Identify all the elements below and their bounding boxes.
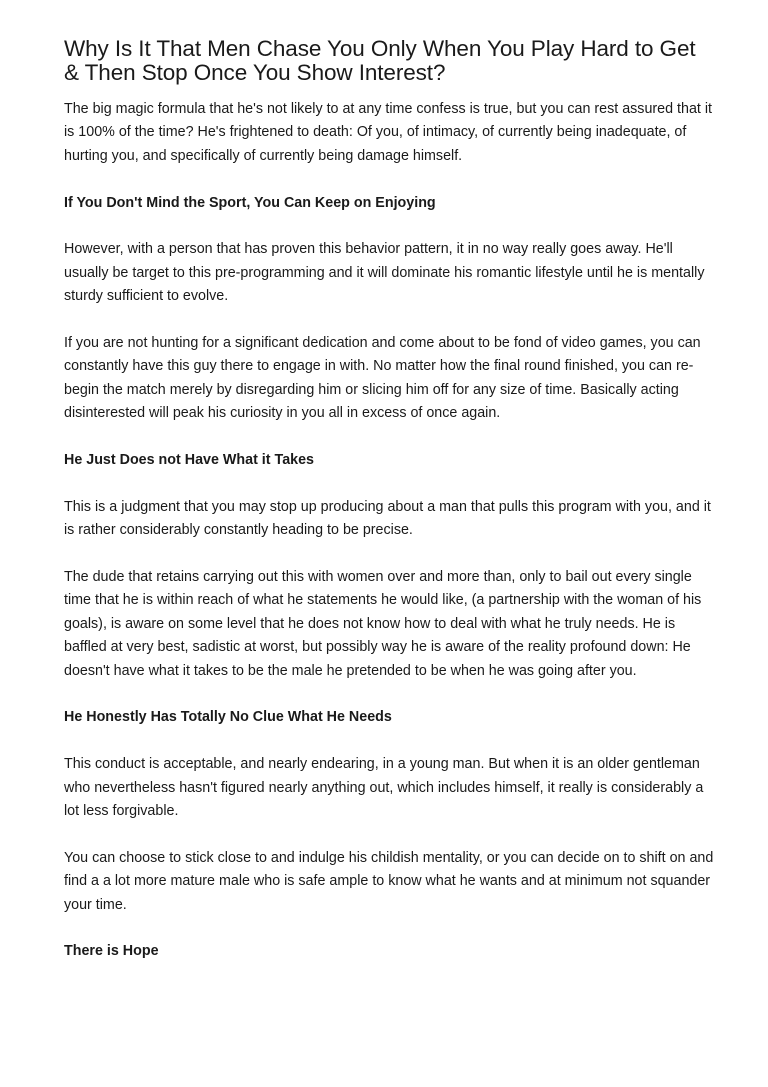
- paragraph: However, with a person that has proven this behavior pattern, it in no way really goes away. He'll usually be target to this pre-programming and it will dominate his romantic lifestyle until he is mentally sturdy sufficient to evolve.: [64, 241, 705, 305]
- paragraph: The big magic formula that he's not likely to at any time confess is true, but you can rest assured that it is 100% of the time? He's frightened to death: Of you, of intimacy, of currently being inadequate, of hurting you, and specifically of currently being damage himself.: [64, 101, 712, 164]
- paragraph: The dude that retains carrying out this with women over and more than, only to bail out every single time that he is within reach of what he statements he would like, (a partnership with the woman of his goals), is aware on some level that he does not know how to deal with what he truly needs. He is baffled at very best, sadistic at worst, but possibly way he is aware of the reality profound down: He doesn't have what it takes to be the male he pretended to be when he was going after you.: [64, 569, 702, 679]
- section-heading: He Honestly Has Totally No Clue What He Needs: [64, 709, 392, 726]
- paragraph: You can choose to stick close to and indulge his childish mentality, or you can decide on to shift on and find a a lot more mature male who is safe ample to know what he wants and at minimum not squander your time.: [64, 849, 714, 913]
- paragraph: This conduct is acceptable, and nearly endearing, in a young man. But when it is an older gentleman who nevertheless hasn't figured nearly anything out, which includes himself, it really is considerably a lot less forgivable.: [64, 756, 704, 820]
- document-page: [64, 37, 714, 987]
- paragraph: This is a judgment that you may stop up producing about a man that pulls this program with you, and it is rather considerably constantly heading to be precise.: [64, 498, 711, 539]
- paragraph: If you are not hunting for a significant dedication and come about to be fond of video games, you can constantly have this guy there to engage in with. No matter how the final round finished, you can re-begin the match merely by disregarding him or slicing him off for any size of time. Basically acting disinterested will peak his curiosity in you all in excess of once again.: [64, 335, 701, 422]
- document-title: Why Is It That Men Chase You Only When You Play Hard to Get & Then Stop Once You Show Interest?: [64, 36, 696, 85]
- section-heading: There is Hope: [64, 943, 159, 960]
- section-heading: If You Don't Mind the Sport, You Can Keep on Enjoying: [64, 194, 436, 211]
- section-heading: He Just Does not Have What it Takes: [64, 452, 314, 469]
